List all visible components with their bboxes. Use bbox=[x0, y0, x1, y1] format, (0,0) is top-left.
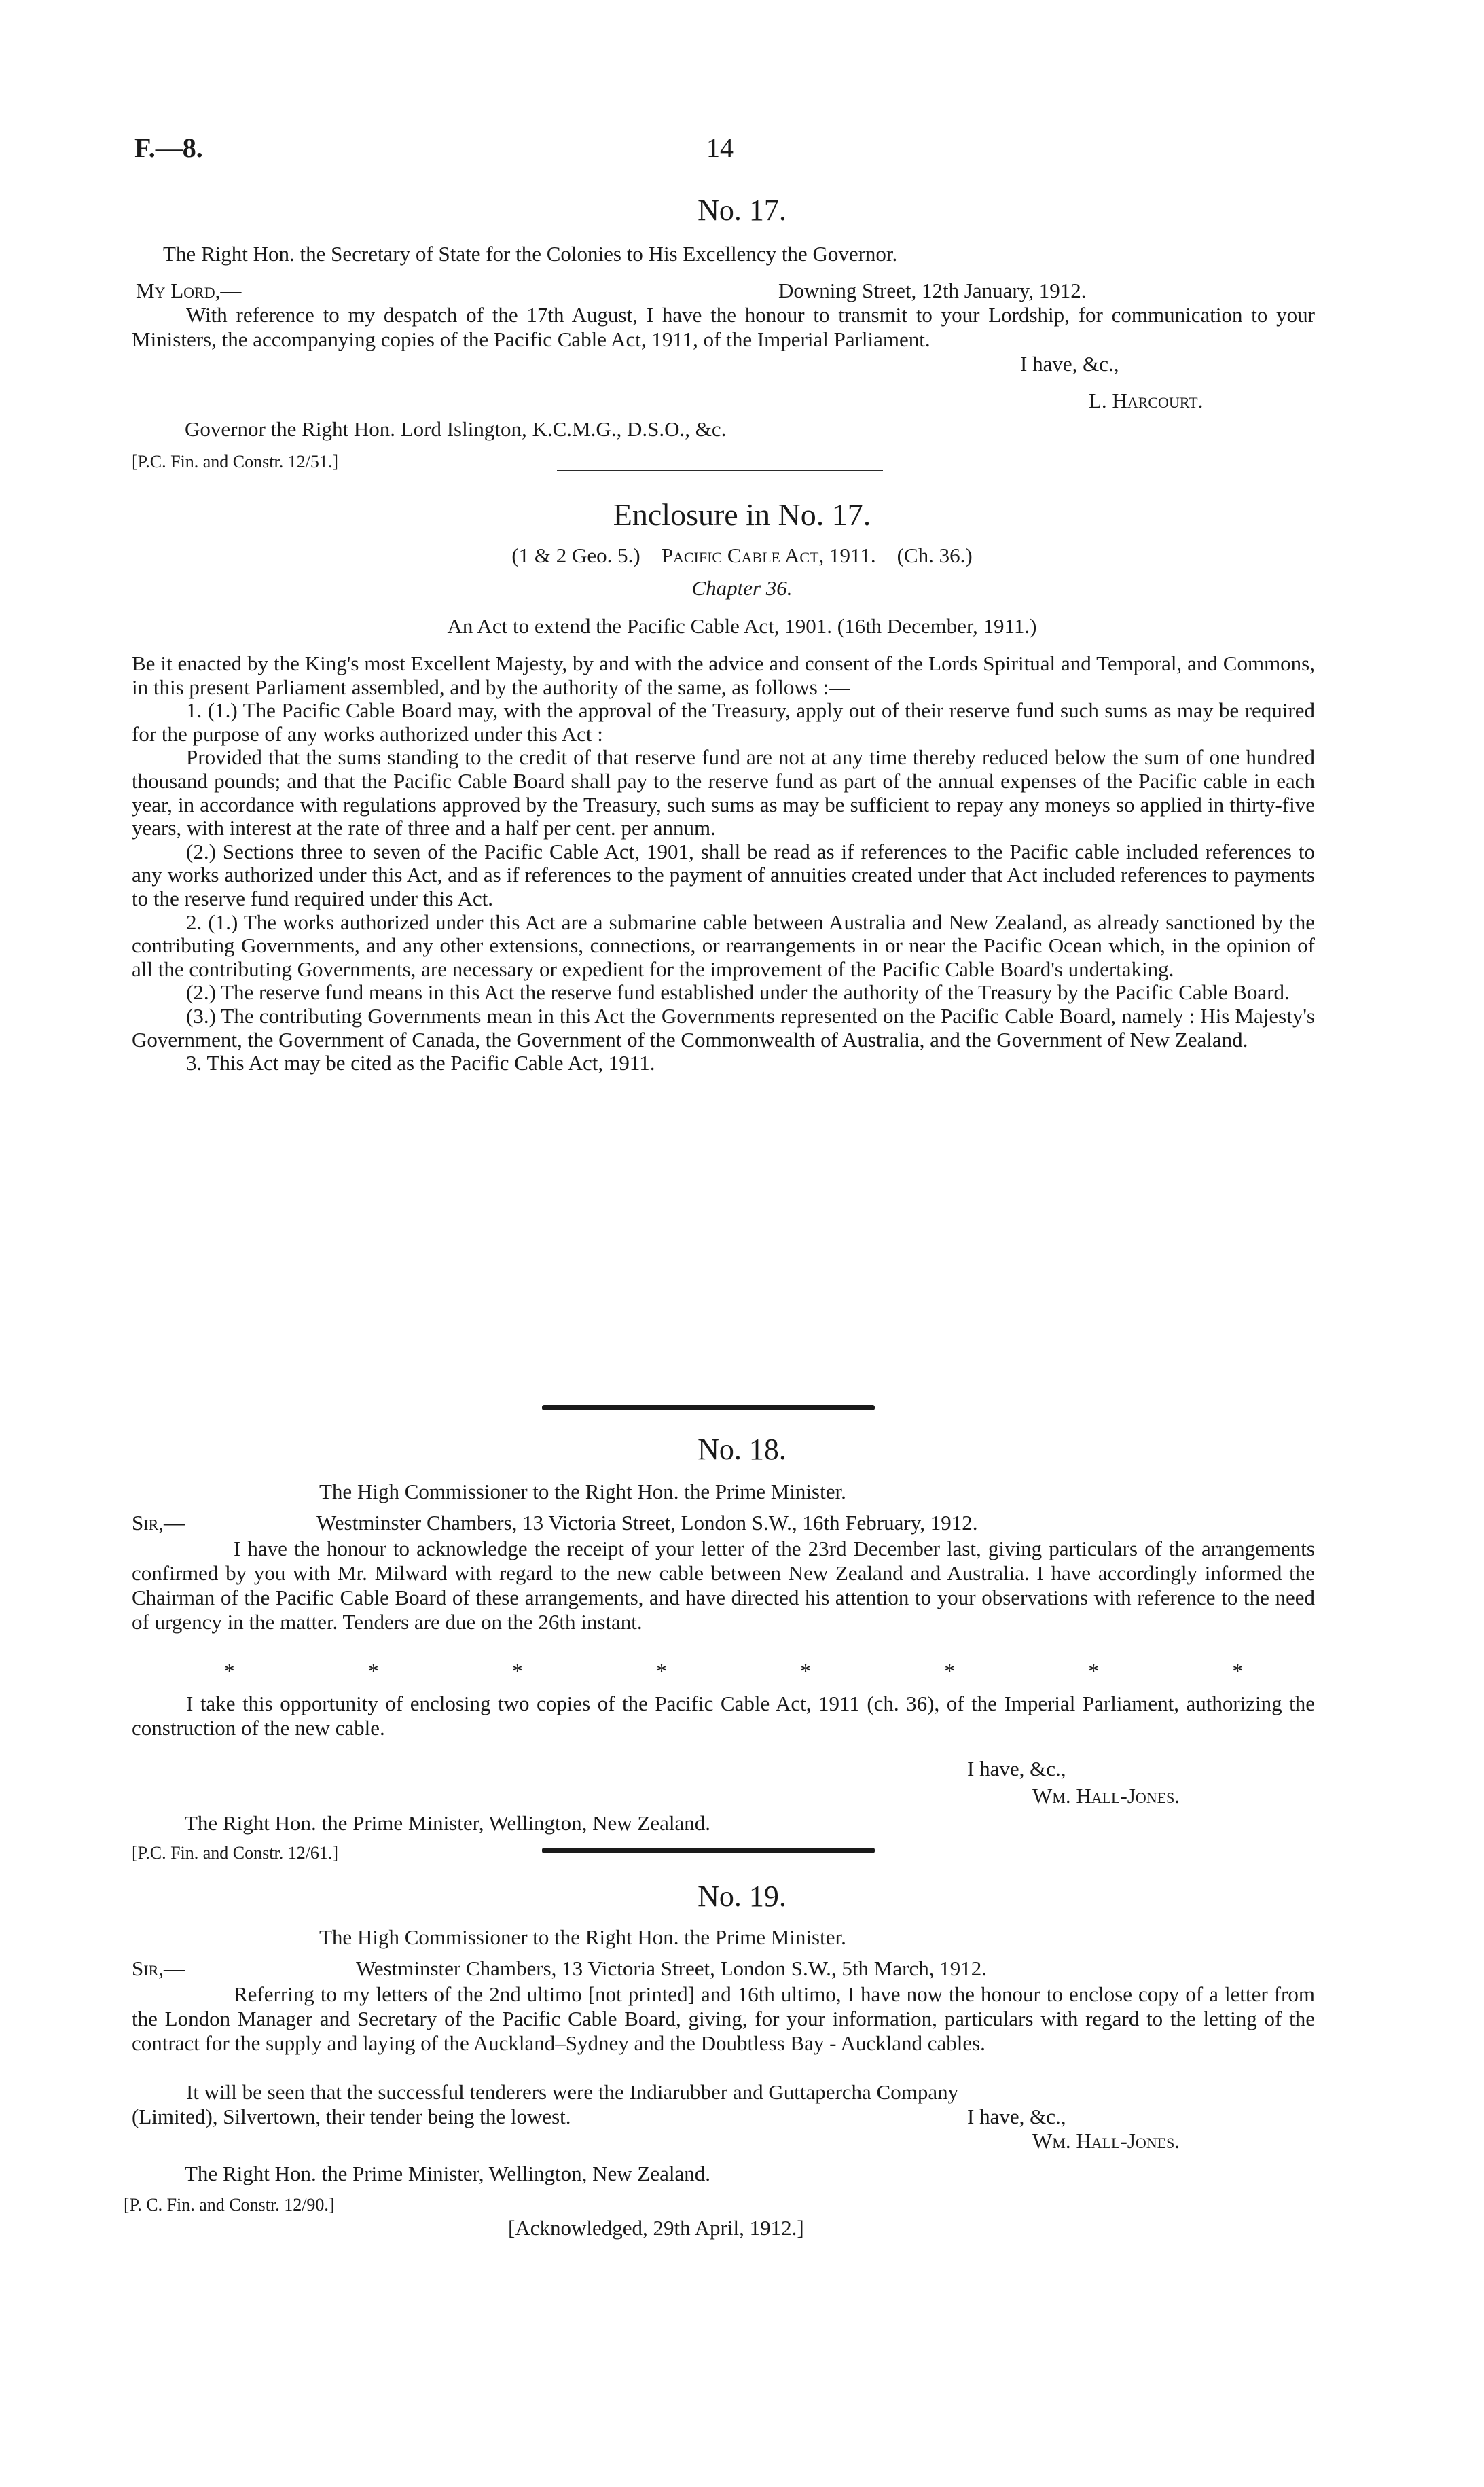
no19-paragraph-1: Referring to my letters of the 2nd ultimo [not printed] and 16th ultimo, I have now the honour to enclose copy of a letter from the London Manager and Secretary of the Pacific Cable Board, giving, for your information, particulars with regard to the letting of the contract for the supply and laying of the Auckland–Sydney and the Doubtless Bay - Auckland cables. bbox=[132, 1982, 1315, 2055]
omission-star: * bbox=[512, 1659, 523, 1683]
no19-reference: [P. C. Fin. and Constr. 12/90.] bbox=[124, 2195, 335, 2215]
no17-heading: No. 17. bbox=[698, 194, 786, 227]
page-number: 14 bbox=[706, 132, 734, 163]
enclosure-title: Enclosure in No. 17. bbox=[613, 497, 871, 532]
act-body bbox=[132, 652, 1315, 1075]
no18-salutation: Sir,— bbox=[132, 1511, 185, 1535]
no17-paragraph: With reference to my despatch of the 17th August, I have the honour to transmit to your Lordship, for communication to your Ministers, the accompanying copies of the Pacific Cable Act, 1911, of the Imperial Parliament. bbox=[132, 303, 1315, 351]
no19-addressee: The Right Hon. the Prime Minister, Wellington, New Zealand. bbox=[185, 2162, 711, 2185]
act-citation bbox=[0, 543, 1484, 568]
no17-addressee: Governor the Right Hon. Lord Islington, K.C.M.G., D.S.O., &c. bbox=[185, 417, 727, 441]
act-enacting-clause: Be it enacted by the King's most Excellent Majesty, by and with the advice and consent of the Lords Spiritual and Temporal, and Commons, in this present Parliament assembled, and by the authority of the same, as follows :— bbox=[132, 651, 1315, 699]
no17-place-date: Downing Street, 12th January, 1912. bbox=[778, 279, 1087, 302]
no17-signature: L. Harcourt. bbox=[1089, 389, 1204, 412]
omission-star: * bbox=[1088, 1659, 1099, 1683]
no18-reference: [P.C. Fin. and Constr. 12/61.] bbox=[132, 1843, 339, 1863]
no19-heading: No. 19. bbox=[698, 1880, 786, 1913]
no18-closing: I have, &c., bbox=[967, 1757, 1066, 1781]
no18-place-date: Westminster Chambers, 13 Victoria Street, London S.W., 16th February, 1912. bbox=[316, 1511, 978, 1535]
no18-heading: No. 18. bbox=[698, 1433, 786, 1466]
no19-place-date: Westminster Chambers, 13 Victoria Street, London S.W., 5th March, 1912. bbox=[356, 1956, 987, 1980]
act-chapter: Chapter 36. bbox=[691, 576, 793, 600]
enclosure-end-divider bbox=[542, 1405, 875, 1410]
act-section-1-2: (2.) Sections three to seven of the Pacific Cable Act, 1901, shall be read as if references to the Pacific cable included references to any works authorized under this Act, and as if references to the payment of annuities created under that Act included references to payments to the reserve fund required under this Act. bbox=[132, 839, 1315, 910]
no19-addressing: The High Commissioner to the Right Hon. the Prime Minister. bbox=[319, 1925, 846, 1949]
omission-star: * bbox=[224, 1659, 235, 1683]
no19-signature: Wm. Hall-Jones. bbox=[1032, 2129, 1180, 2153]
no17-addressing: The Right Hon. the Secretary of State for the Colonies to His Excellency the Governor. bbox=[163, 242, 898, 266]
act-section-2-1: 2. (1.) The works authorized under this Act are a submarine cable between Australia and New Zealand, as already sanctioned by the contributing Governments, and any other extensions, connections, or rearrangements in or near the Pacific Ocean which, in the opinion of all the contributing Governments, are necessary or expedient for the improvement of the Pacific Cable Board's undertaking. bbox=[132, 910, 1315, 981]
no18-addressee: The Right Hon. the Prime Minister, Wellington, New Zealand. bbox=[185, 1811, 711, 1835]
omission-star: * bbox=[656, 1659, 667, 1683]
no17-closing: I have, &c., bbox=[1020, 352, 1119, 376]
act-long-title: An Act to extend the Pacific Cable Act, 1901. (16th December, 1911.) bbox=[447, 614, 1037, 638]
no19-acknowledged: [Acknowledged, 29th April, 1912.] bbox=[508, 2216, 804, 2240]
series-code: F.—8. bbox=[134, 132, 203, 163]
act-citation-regnal: (1 & 2 Geo. 5.) bbox=[511, 543, 640, 567]
omission-star: * bbox=[944, 1659, 955, 1683]
act-citation-name: Pacific Cable Act, 1911. bbox=[661, 543, 876, 567]
no19-paragraph-2: It will be seen that the successful tenderers were the Indiarubber and Guttapercha Company (Limited), Silvertown, their tender being the lowest. bbox=[132, 2080, 959, 2128]
no18-paragraph-1: I have the honour to acknowledge the receipt of your letter of the 23rd December last, giving particulars of the arrangements confirmed by you with Mr. Milward with regard to the new cable between New Zealand and Australia. I have accordingly informed the Chairman of the Pacific Cable Board of these arrangements, and have directed his attention to your observations with reference to the need of urgency in the matter. Tenders are due on the 26th instant. bbox=[132, 1537, 1315, 1634]
no17-salutation: My Lord,— bbox=[136, 279, 242, 302]
no17-divider bbox=[557, 470, 883, 471]
no18-end-divider bbox=[542, 1848, 875, 1853]
no17-reference: [P.C. Fin. and Constr. 12/51.] bbox=[132, 452, 339, 471]
act-section-1-1: 1. (1.) The Pacific Cable Board may, with the approval of the Treasury, apply out of their reserve fund such sums as may be required for the purpose of any works authorized under this Act : bbox=[132, 698, 1315, 746]
act-section-2-2: (2.) The reserve fund means in this Act the reserve fund established under the authority of the Treasury by the Pacific Cable Board. bbox=[186, 980, 1290, 1005]
no18-omission-stars bbox=[224, 1659, 1243, 1683]
act-citation-chapter: (Ch. 36.) bbox=[897, 543, 973, 567]
omission-star: * bbox=[1232, 1659, 1243, 1683]
no18-addressing: The High Commissioner to the Right Hon. the Prime Minister. bbox=[319, 1480, 846, 1503]
omission-star: * bbox=[800, 1659, 811, 1683]
no19-salutation: Sir,— bbox=[132, 1956, 185, 1980]
no19-closing: I have, &c., bbox=[967, 2105, 1066, 2128]
act-section-3: 3. This Act may be cited as the Pacific Cable Act, 1911. bbox=[186, 1051, 655, 1075]
act-section-1-proviso: Provided that the sums standing to the credit of that reserve fund are not at any time thereby reduced below the sum of one hundred thousand pounds; and that the Pacific Cable Board shall pay to the reserve fund as part of the annual expenses of the Pacific cable in each year, in accordance with regulations approved by the Treasury, such sums as may be sufficient to repay any moneys so applied in thirty-five years, with interest at the rate of three and a half per cent. per annum. bbox=[132, 745, 1315, 840]
act-section-2-3: (3.) The contributing Governments mean in this Act the Governments represented on the Pacific Cable Board, namely : His Majesty's Government, the Government of Canada, the Government of the Commonwealth of Australia, and the Government of New Zealand. bbox=[132, 1003, 1315, 1052]
omission-star: * bbox=[368, 1659, 379, 1683]
no18-signature: Wm. Hall-Jones. bbox=[1032, 1784, 1180, 1808]
no18-paragraph-2: I take this opportunity of enclosing two copies of the Pacific Cable Act, 1911 (ch. 36), of the Imperial Parliament, authorizing the construction of the new cable. bbox=[132, 1692, 1315, 1740]
